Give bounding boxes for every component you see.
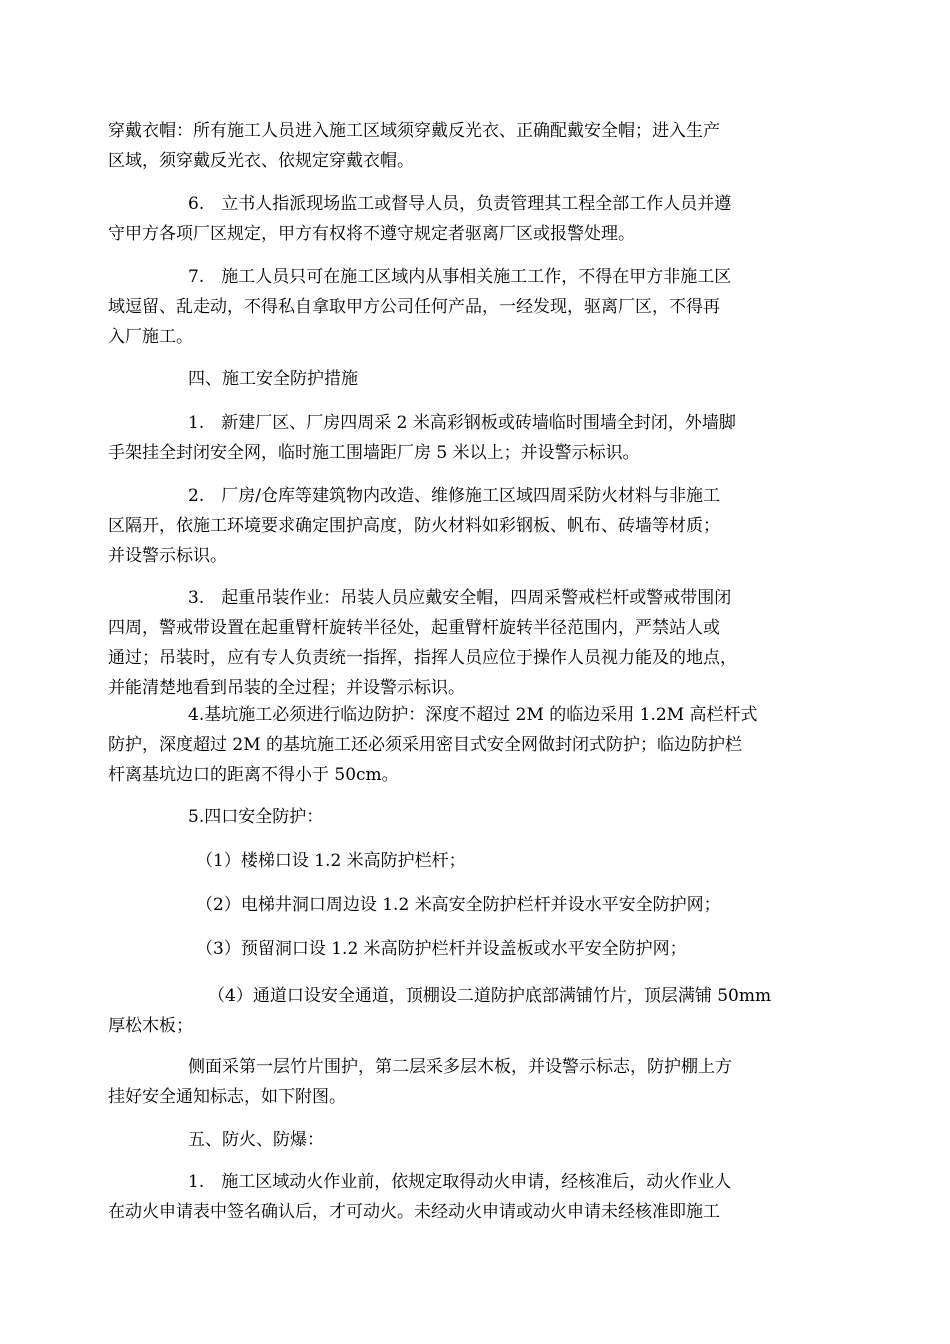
text-line: 侧面采第一层竹片围护，第二层采多层木板，并设警示标志，防护棚上方 (188, 1057, 732, 1077)
text-line: 杆离基坑边口的距离不得小于 50cm。 (108, 765, 399, 785)
text-line: 四周，警戒带设置在起重臂杆旋转半径处，起重臂杆旋转半径范围内，严禁站人或 (108, 618, 720, 638)
text-line: 在动火申请表中签名确认后，才可动火。未经动火申请或动火申请未经核准即施工 (108, 1202, 720, 1222)
text-line: 通过；吊装时，应有专人负责统一指挥，指挥人员应位于操作人员视力能及的地点， (108, 648, 737, 668)
text-line: 6. 立书人指派现场监工或督导人员，负责管理其工程全部工作人员并遵 (188, 194, 732, 214)
text-line: 2. 厂房/仓库等建筑物内改造、维修施工区域四周采防火材料与非施工 (188, 486, 720, 506)
text-line: 并设警示标识。 (108, 546, 227, 566)
paragraph-protection-2 (108, 481, 848, 571)
text-line: 并能清楚地看到吊装的全过程；并设警示标识。 (108, 678, 465, 698)
list-item-reserved-opening (108, 934, 848, 964)
paragraph-item-6 (108, 189, 848, 249)
text-line: 入厂施工。 (108, 327, 193, 347)
text-line: （3）预留洞口设 1.2 米高防护栏杆并设盖板或水平安全防护网； (196, 939, 687, 959)
text-line: 5.四口安全防护： (188, 807, 324, 827)
paragraph-protection-1 (108, 408, 848, 468)
section-heading-5 (108, 1125, 848, 1155)
text-line: 4.基坑施工必须进行临边防护：深度不超过 2M 的临边采用 1.2M 高栏杆式 (188, 705, 758, 725)
paragraph-side-enclosure (108, 1052, 848, 1112)
paragraph-protective-clothing (108, 116, 848, 176)
text-line: 手架挂全封闭安全网，临时施工围墙距厂房 5 米以上；并设警示标识。 (108, 443, 640, 463)
text-line: 五、防火、防爆： (188, 1130, 324, 1150)
text-line: 四、施工安全防护措施 (188, 369, 358, 389)
section-heading-4 (108, 364, 848, 394)
text-line: 域逗留、乱走动，不得私自拿取甲方公司任何产品，一经发现，驱离厂区，不得再 (108, 297, 720, 317)
text-line: 守甲方各项厂区规定，甲方有权将不遵守规定者驱离厂区或报警处理。 (108, 224, 635, 244)
text-line: 区隔开，依施工环境要求确定围护高度，防火材料如彩钢板、帆布、砖墙等材质； (108, 516, 720, 536)
text-line: 7. 施工人员只可在施工区域内从事相关施工工作，不得在甲方非施工区 (188, 267, 732, 287)
text-line: 1. 施工区域动火作业前，依规定取得动火申请，经核准后，动火作业人 (188, 1172, 732, 1192)
paragraph-protection-4 (108, 700, 848, 790)
text-line: 厚松木板； (108, 1016, 193, 1036)
paragraph-protection-3 (108, 583, 848, 703)
text-line: （1）楼梯口设 1.2 米高防护栏杆； (196, 851, 466, 871)
text-line: 防护，深度超过 2M 的基坑施工还必须采用密目式安全网做封闭式防护；临边防护栏 (108, 735, 743, 755)
text-line: 区域，须穿戴反光衣、依规定穿戴衣帽。 (108, 151, 414, 171)
text-line: 穿戴衣帽：所有施工人员进入施工区域须穿戴反光衣、正确配戴安全帽；进入生产 (108, 121, 720, 141)
paragraph-protection-5 (108, 802, 848, 832)
text-line: 3. 起重吊装作业：吊装人员应戴安全帽，四周采警戒栏杆或警戒带围闭 (188, 588, 732, 608)
text-line: （4）通道口设安全通道，顶棚设二道防护底部满铺竹片，顶层满铺 50mm (208, 986, 772, 1006)
list-item-stair-opening (108, 846, 848, 876)
text-line: 1. 新建厂区、厂房四周采 2 米高彩钢板或砖墙临时围墙全封闭，外墙脚 (188, 413, 736, 433)
list-item-elevator-shaft (108, 890, 848, 920)
list-item-passage-opening (108, 981, 848, 1041)
paragraph-fire-1 (108, 1167, 848, 1227)
text-line: （2）电梯井洞口周边设 1.2 米高安全防护栏杆并设水平安全防护网； (196, 895, 721, 915)
paragraph-item-7 (108, 262, 848, 352)
text-line: 挂好安全通知标志，如下附图。 (108, 1087, 346, 1107)
